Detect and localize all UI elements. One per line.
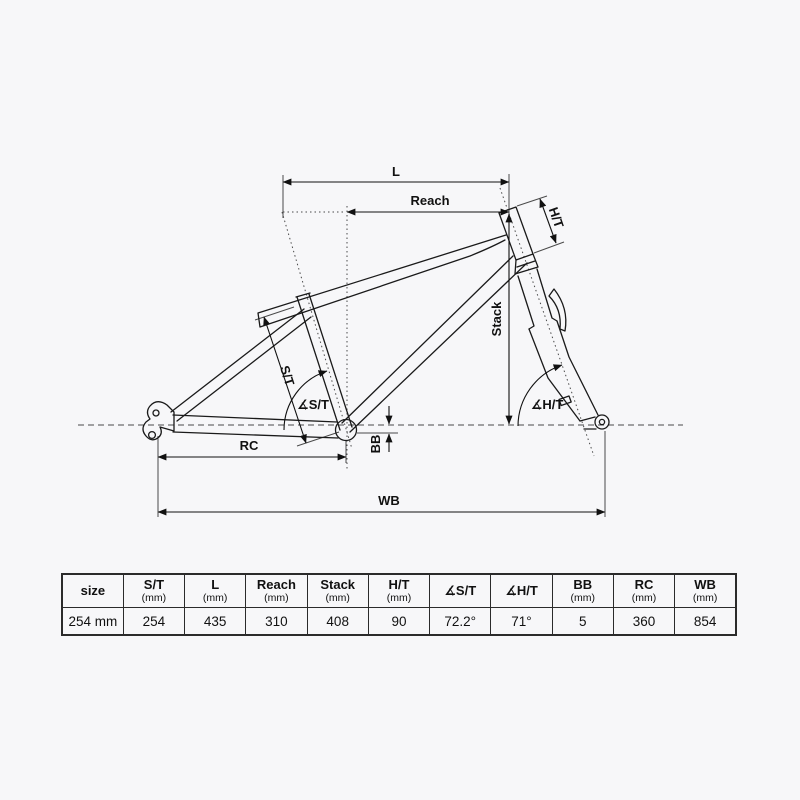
label-st: S/T [277,363,298,388]
table-cell-l: 435 [185,608,246,636]
top-tube [258,235,506,327]
table-header-angle-st: ∡S/T [430,574,491,608]
table-header-size: size [62,574,123,608]
table-cell-stack: 408 [307,608,368,636]
label-angle-st: ∡S/T [297,397,329,412]
table-cell-size: 254 mm [62,608,123,636]
label-wb: WB [378,493,400,508]
down-tube [342,256,527,432]
table-header-row [62,574,736,608]
construction-lines [78,174,683,517]
label-stack: Stack [489,301,504,337]
fork-arch [549,289,566,331]
derailleur-hanger-hole [149,432,156,439]
head-tube-axis-line [500,188,594,456]
table-header-ht: H/T (mm) [368,574,429,608]
front-dropout [595,415,609,429]
table-row [62,608,736,636]
front-dropout-tab [580,417,596,429]
rear-axle-hole [153,410,159,416]
table-header-wb: WB (mm) [675,574,736,608]
label-ht: H/T [545,205,567,230]
table-header-angle-ht: ∡H/T [491,574,552,608]
table-header-st: S/T (mm) [123,574,184,608]
table-header-stack: Stack (mm) [307,574,368,608]
table-cell-rc: 360 [613,608,674,636]
ht-bottom-extension-line [534,242,564,253]
bottom-bracket [336,420,357,441]
table-cell-wb: 854 [675,608,736,636]
label-l: L [392,164,400,179]
rear-dropout [143,402,174,440]
table-cell-bb: 5 [552,608,613,636]
front-axle-hole [599,419,604,424]
table-cell-ht: 90 [368,608,429,636]
seat-tube-axis-line [282,212,352,449]
table-header-l: L (mm) [185,574,246,608]
chain-stays [173,415,338,438]
geometry-table [61,573,737,636]
label-bb: BB [368,434,383,454]
dimension-labels [240,164,567,508]
label-reach: Reach [410,193,450,208]
table-header-reach: Reach (mm) [246,574,307,608]
table-cell-angle-st: 72.2° [430,608,491,636]
table-header-bb: BB (mm) [552,574,613,608]
label-rc: RC [239,438,259,453]
dimension-lines [158,182,605,512]
table-cell-angle-ht: 71° [491,608,552,636]
table-header-rc: RC (mm) [613,574,674,608]
table-cell-reach: 310 [246,608,307,636]
head-tube [499,207,533,260]
label-angle-ht: ∡H/T [530,397,564,412]
dim-angle-ht-arc [518,365,562,426]
table-cell-st: 254 [123,608,184,636]
